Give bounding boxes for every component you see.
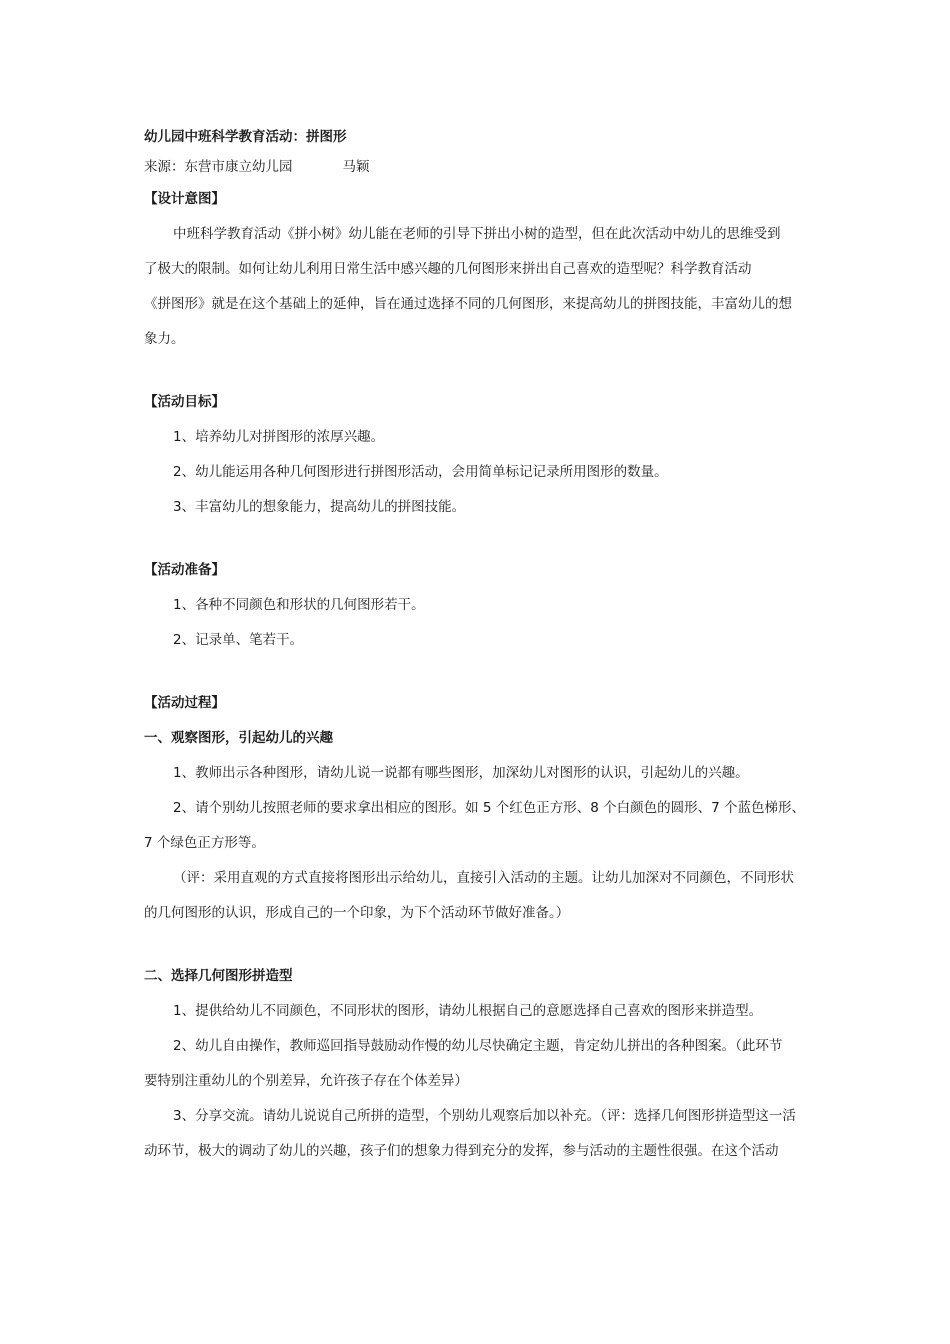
process-part2-item-3-line-2: 动环节，极大的调动了幼儿的兴趣，孩子们的想象力得到充分的发挥，参与活动的主题性很强。在这个活动 xyxy=(144,1143,779,1159)
process-part2-item-1: 1、提供给幼儿不同颜色，不同形状的图形，请幼儿根据自己的意愿选择自己喜欢的图形来拼造型。 xyxy=(173,1003,763,1019)
source-line xyxy=(144,152,816,182)
process-part2-item-2-line-1: 2、幼儿自由操作，教师巡回指导鼓励动作慢的幼儿尽快确定主题，肯定幼儿拼出的各种图案。（此环节 xyxy=(173,1038,783,1054)
spacer xyxy=(144,658,816,686)
spacer xyxy=(144,357,816,385)
process-part1-comment-line-1: （评：采用直观的方式直接将图形出示给幼儿，直接引入活动的主题。让幼儿加深对不同颜色，不同形状 xyxy=(173,870,794,886)
goal-item-1: 1、培养幼儿对拼图形的浓厚兴趣。 xyxy=(173,429,385,445)
goals-heading: 【活动目标】 xyxy=(144,394,225,410)
preparation-item-2: 2、记录单、笔若干。 xyxy=(173,632,304,648)
process-part2-item-2-line-2: 要特别注重幼儿的个别差异，允许孩子存在个体差异） xyxy=(144,1073,468,1089)
goal-item-3: 3、丰富幼儿的想象能力，提高幼儿的拼图技能。 xyxy=(173,499,466,515)
document-title: 幼儿园中班科学教育活动：拼图形 xyxy=(144,129,347,145)
spacer xyxy=(144,931,816,959)
process-part1-heading: 一、观察图形，引起幼儿的兴趣 xyxy=(144,730,333,746)
process-heading: 【活动过程】 xyxy=(144,695,225,711)
design-intent-line-3: 《拼图形》就是在这个基础上的延伸，旨在通过选择不同的几何图形，来提高幼儿的拼图技能，丰富幼儿的想 xyxy=(144,296,792,312)
design-intent-line-2: 了极大的限制。如何让幼儿利用日常生活中感兴趣的几何图形来拼出自己喜欢的造型呢？科学教育活动 xyxy=(144,261,752,277)
document-page xyxy=(144,122,816,1169)
design-intent-line-4: 象力。 xyxy=(144,331,185,347)
process-part2-heading: 二、选择几何图形拼造型 xyxy=(144,968,293,984)
design-intent-heading: 【设计意图】 xyxy=(144,191,225,207)
source-author: 马颖 xyxy=(342,159,370,175)
process-part1-item-2-line-2: 7 个绿色正方形等。 xyxy=(144,835,265,851)
process-part2-item-3-line-1: 3、分享交流。请幼儿说说自己所拼的造型，个别幼儿观察后加以补充。（评：选择几何图形拼造型这一活 xyxy=(173,1108,796,1124)
process-part1-item-1: 1、教师出示各种图形，请幼儿说一说都有哪些图形，加深幼儿对图形的认识，引起幼儿的兴趣。 xyxy=(173,765,749,781)
preparation-heading: 【活动准备】 xyxy=(144,562,225,578)
process-part1-comment-line-2: 的几何图形的认识，形成自己的一个印象，为下个活动环节做好准备。） xyxy=(144,905,570,921)
goal-item-2: 2、幼儿能运用各种几何图形进行拼图形活动，会用简单标记记录所用图形的数量。 xyxy=(173,464,668,480)
source-label: 来源：东营市康立幼儿园 xyxy=(144,159,293,175)
spacer xyxy=(144,525,816,553)
process-part1-item-2-line-1: 2、请个别幼儿按照老师的要求拿出相应的图形。如 5 个红色正方形、8 个白颜色的圆形、7 个蓝色梯形、 xyxy=(173,800,806,816)
preparation-item-1: 1、各种不同颜色和形状的几何图形若干。 xyxy=(173,597,425,613)
design-intent-line-1: 中班科学教育活动《拼小树》幼儿能在老师的引导下拼出小树的造型，但在此次活动中幼儿的思维受到 xyxy=(173,226,781,242)
